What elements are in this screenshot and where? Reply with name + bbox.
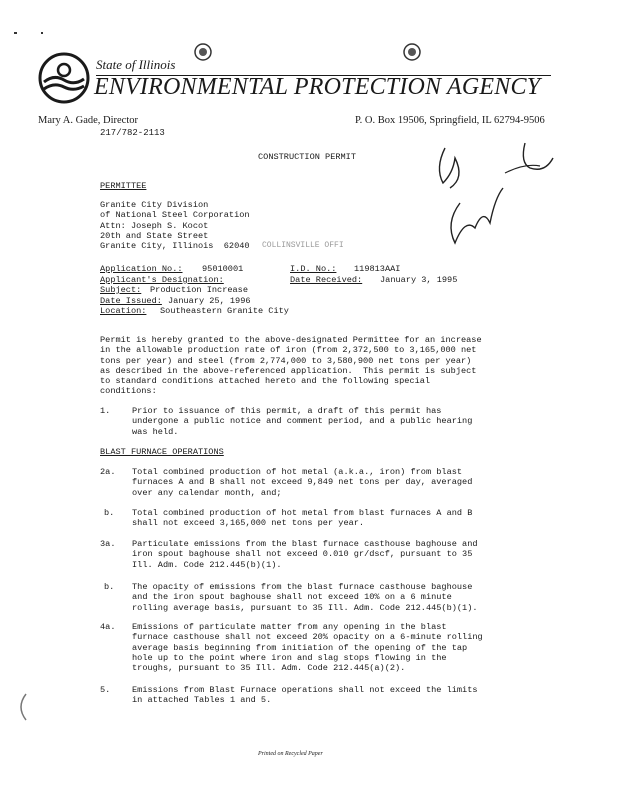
address-line: Granite City Division <box>100 200 209 210</box>
phone-number: 217/782-2113 <box>100 128 165 138</box>
condition-text: The opacity of emissions from the blast furnace casthouse baghouse and the iron spout baghouse shall not exceed 10% on a 6 minute rolling average basis, pursuant to 35 Ill. Adm. Code 212.445(b)(1). <box>132 582 478 613</box>
condition-number: 5. <box>100 685 111 695</box>
condition-number: 4a. <box>100 622 116 632</box>
date-received: January 3, 1995 <box>380 274 458 285</box>
recycled-paper-footer: Printed on Recycled Paper <box>258 751 323 757</box>
id-no: 119813AAI <box>354 264 401 274</box>
condition-text: Particulate emissions from the blast furnace casthouse baghouse and iron spout baghouse shall not exceed 0.010 gr/dscf, pursuant to 35 Ill. Adm. Code 212.445(b)(1). <box>132 539 478 570</box>
illinois-epa-logo <box>38 52 90 104</box>
location: Southeastern Granite City <box>160 306 289 316</box>
section-heading: BLAST FURNACE OPERATIONS <box>100 447 224 457</box>
subject: Production Increase <box>150 285 248 295</box>
designation-label: Applicant's Designation: <box>100 274 224 285</box>
condition-text: Prior to issuance of this permit, a draft of this permit has undergone a public notice and comment period, and a public hearing was held. <box>132 406 473 437</box>
state-of-illinois: State of Illinois <box>96 57 176 72</box>
handwritten-initials <box>425 128 575 248</box>
condition-number: 3a. <box>100 539 116 549</box>
seal-stamp <box>193 42 213 62</box>
scan-speck <box>14 32 17 34</box>
date-received-label: Date Received: <box>290 274 363 285</box>
seal-stamp <box>402 42 422 62</box>
condition-text: Total combined production of hot metal (a.k.a., iron) from blast furnaces A and B shall not exceed 9,849 net tons per day, averaged over any calendar month, and; <box>132 467 473 498</box>
location-label: Location: <box>100 306 147 316</box>
scan-speck <box>41 32 43 34</box>
address-line: Granite City, Illinois 62040 <box>100 241 250 252</box>
condition-number: 1. <box>100 406 111 416</box>
agency-address: P. O. Box 19506, Springfield, IL 62794-9506 <box>355 115 545 126</box>
document-title: CONSTRUCTION PERMIT <box>258 152 356 162</box>
permittee-heading: PERMITTEE <box>100 181 147 191</box>
application-no-label: Application No.: <box>100 264 183 274</box>
agency-name: ENVIRONMENTAL PROTECTION AGENCY <box>94 74 541 100</box>
address-line: Attn: Joseph S. Kocot <box>100 220 209 231</box>
address-line: of National Steel Corporation <box>100 210 250 221</box>
date-issued: January 25, 1996 <box>168 295 251 306</box>
condition-text: Emissions from Blast Furnace operations shall not exceed the limits in attached Tables 1 and 5. <box>132 685 478 706</box>
intro-paragraph: Permit is hereby granted to the above-designated Permittee for an increase in the allowable production rate of iron (from 2,372,500 to 3,165,000 net tons per year) and steel (from 2,774,000 to 3,580,900 net tons per year) as described in the above-referenced application. This permit is subject to standard conditions attached hereto and the following special conditions: <box>100 335 482 397</box>
date-issued-label: Date Issued: <box>100 295 162 306</box>
condition-number: b. <box>104 582 115 592</box>
subject-label: Subject: <box>100 285 142 295</box>
application-no: 95010001 <box>202 264 244 274</box>
binder-mark <box>14 692 30 722</box>
condition-number: 2a. <box>100 467 116 477</box>
address-line: 20th and State Street <box>100 230 209 241</box>
condition-number: b. <box>104 508 115 518</box>
condition-text: Total combined production of hot metal from blast furnaces A and B shall not exceed 3,165,000 net tons per year. <box>132 508 473 529</box>
id-no-label: I.D. No.: <box>290 264 337 274</box>
received-stamp-text: COLLINSVILLE OFFI <box>262 241 344 250</box>
permittee-address <box>100 200 250 251</box>
condition-text: Emissions of particulate matter from any opening in the blast furnace casthouse shall not exceed 20% opacity on a 6-minute rolling average basis beginning from initiation of the opening of the tap hole up to the point where iron and slag stops flowing in the troughs, pursuant to 35 Ill. Adm. Code 212.445(a)(2). <box>132 622 483 674</box>
director: Mary A. Gade, Director <box>38 115 139 126</box>
